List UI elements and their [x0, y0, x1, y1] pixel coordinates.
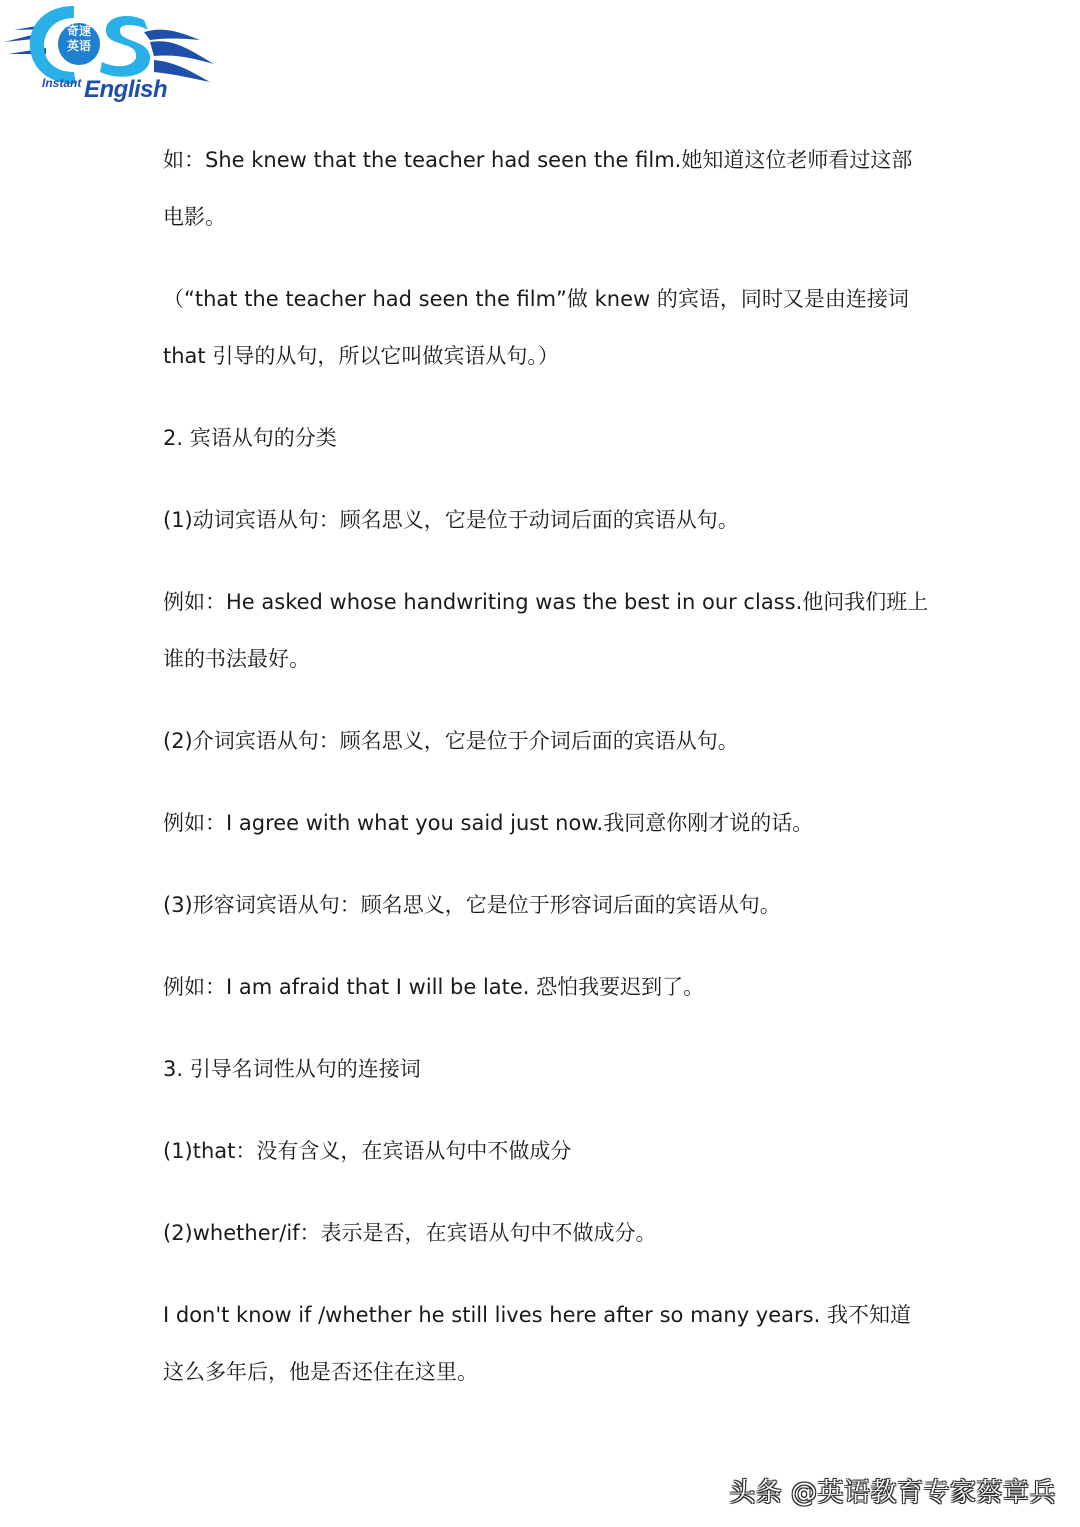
logo-english-text: English	[84, 76, 168, 103]
instant-english-logo	[4, 2, 216, 106]
logo-badge-line1: 奇速	[66, 24, 91, 38]
paragraph-line: that 引导的从句，所以它叫做宾语从句。）	[163, 344, 559, 368]
paragraph-line: （“that the teacher had seen the film”做 knew 的宾语，同时又是由连接词	[163, 287, 909, 311]
author-watermark: 头条 @英语教育专家蔡章兵	[729, 1478, 1056, 1508]
paragraph-line: 例如：I am afraid that I will be late. 恐怕我要迟到了。	[163, 975, 705, 999]
paragraph-line: 例如：He asked whose handwriting was the best in our class.他问我们班上	[163, 590, 929, 614]
section-heading: 2. 宾语从句的分类	[163, 426, 337, 450]
paragraph-line: 例如：I agree with what you said just now.我同意你刚才说的话。	[163, 811, 814, 835]
logo-badge-text	[62, 24, 96, 54]
paragraph-line: (2)whether/if：表示是否，在宾语从句中不做成分。	[163, 1221, 657, 1245]
paragraph-line: (2)介词宾语从句：顾名思义，它是位于介词后面的宾语从句。	[163, 729, 739, 753]
paragraph-line: (1)动词宾语从句：顾名思义，它是位于动词后面的宾语从句。	[163, 508, 739, 532]
paragraph-line: 如：She knew that the teacher had seen the film.她知道这位老师看过这部	[163, 148, 913, 172]
paragraph-line: 谁的书法最好。	[163, 647, 310, 671]
section-heading: 3. 引导名词性从句的连接词	[163, 1057, 421, 1081]
paragraph-line: 这么多年后，他是否还住在这里。	[163, 1360, 478, 1384]
logo-badge-line2: 英语	[66, 39, 91, 53]
paragraph-line: (1)that：没有含义，在宾语从句中不做成分	[163, 1139, 572, 1163]
logo-instant-text: Instant	[42, 76, 82, 90]
paragraph-line: 电影。	[163, 205, 226, 229]
paragraph-line: I don't know if /whether he still lives here after so many years. 我不知道	[163, 1303, 911, 1327]
paragraph-line: (3)形容词宾语从句：顾名思义，它是位于形容词后面的宾语从句。	[163, 893, 781, 917]
